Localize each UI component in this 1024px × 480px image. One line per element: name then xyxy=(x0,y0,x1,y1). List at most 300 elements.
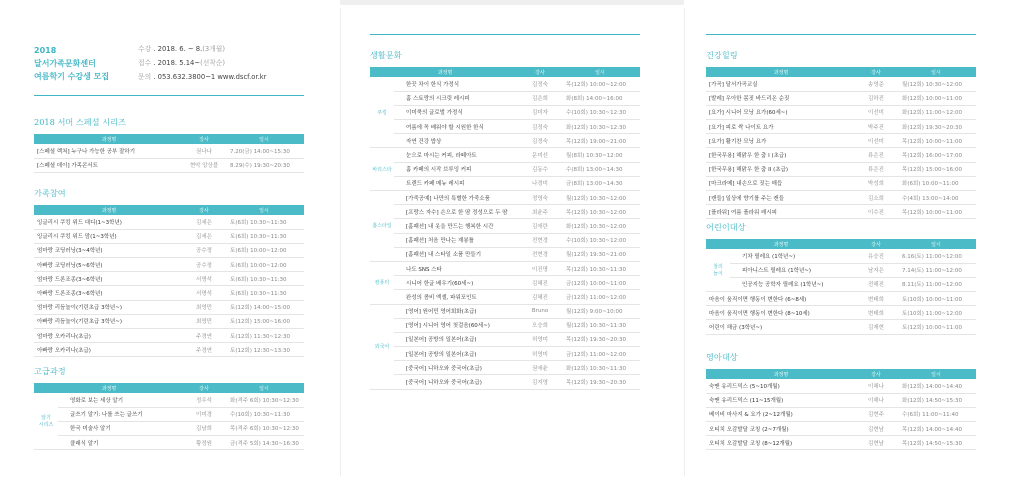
table-row xyxy=(370,176,640,190)
table-row xyxy=(706,320,976,334)
header-schedule: 일시 xyxy=(896,369,976,379)
header-instructor: 강사 xyxy=(856,369,896,379)
section-life xyxy=(370,50,640,390)
schedule: 토(6회) 10:00~12:00 xyxy=(224,258,304,272)
instructor: 이미경 xyxy=(184,407,224,421)
schedule: 8.11(토) 11:00~12:00 xyxy=(896,277,976,291)
instructor: 김정숙 xyxy=(520,120,560,134)
section-family xyxy=(34,188,304,357)
category-label: 창의 놀이 xyxy=(706,249,730,292)
header-instructor: 강사 xyxy=(184,205,224,215)
table-row xyxy=(706,91,976,105)
course-name: [일본어] 공방의 일본어(초급) xyxy=(394,347,520,361)
schedule: 목(12회) 15:00~16:00 xyxy=(896,162,976,176)
schedule: 6.16(토) 11:00~12:00 xyxy=(896,249,976,263)
header-course: 과정명 xyxy=(34,205,184,215)
instructor: 문미선 xyxy=(520,148,560,162)
instructor: 서명석 xyxy=(184,286,224,300)
header-schedule: 일시 xyxy=(896,67,976,77)
top-rule xyxy=(370,34,640,35)
schedule: 금(12회) 10:00~11:00 xyxy=(560,276,640,290)
instructor: Bruno xyxy=(520,304,560,318)
schedule: 8.29(수) 19:30~20:30 xyxy=(224,158,304,172)
schedule: 화(6회) 10:00~11:00 xyxy=(896,176,976,190)
course-name: 트렌드 카페 메뉴 레시피 xyxy=(394,176,520,190)
table-row xyxy=(706,393,976,407)
table-row xyxy=(706,176,976,190)
course-name: [홈패션] 내 옷을 만드는 행복한 시간 xyxy=(394,219,520,233)
table-row xyxy=(706,407,976,421)
instructor: 김애란 xyxy=(520,219,560,233)
schedule: 화(12회) 14:50~15:30 xyxy=(896,393,976,407)
course-name: 아빠랑 코딩러닝(5~6학년) xyxy=(34,258,184,272)
instructor: 허영미 xyxy=(520,347,560,361)
course-name: 자연 건강 밥상 xyxy=(394,134,520,148)
brochure-info: 수강 . 2018. 6. ~ 8.(3개월) 접수 . 2018. 5.14~(선착순) 문의 . 053.632.3800~1 www.dscf.or.kr xyxy=(138,45,267,81)
schedule: 화(8회) 14:00~16:00 xyxy=(560,91,640,105)
table-row xyxy=(370,162,640,176)
course-name: 완성의 콤비 엑셀, 파워포인트 xyxy=(394,290,520,304)
schedule: 7.20(금) 14:00~15:30 xyxy=(224,144,304,158)
schedule: 수(8회) 13:00~14:30 xyxy=(560,162,640,176)
course-name: [마크라메] 내손으로 짓는 매듭 xyxy=(706,176,856,190)
table-row xyxy=(34,258,304,272)
course-name: 여름에 꼭 배워야 할 시원한 한식 xyxy=(394,120,520,134)
section-title: 2018 서머 스페셜 시리즈 xyxy=(34,117,126,127)
course-name: 인공지능 공학자 릴레요 (1학년~) xyxy=(730,277,856,291)
schedule: 목(12회) 16:00~17:00 xyxy=(896,148,976,162)
instructor: 이선미 xyxy=(856,134,896,148)
course-name: [가죽공예] 나만의 특별한 가죽소품 xyxy=(394,191,520,205)
header-schedule: 일시 xyxy=(224,134,304,144)
course-table xyxy=(370,67,640,390)
schedule: 목(12회) 19:00~21:00 xyxy=(560,134,640,148)
section-title: 고급과정 xyxy=(34,366,66,376)
table-row xyxy=(34,436,304,450)
course-name: [홈패션] 처음 만나는 재봉틀 xyxy=(394,233,520,247)
table-row xyxy=(370,120,640,134)
table-row xyxy=(370,191,640,205)
instructor: 김세은 xyxy=(184,215,224,229)
schedule: 금(8회) 13:00~14:30 xyxy=(560,176,640,190)
schedule: 토(6회) 10:00~12:00 xyxy=(224,243,304,257)
schedule: 수(10회) 10:30~11:30 xyxy=(224,407,304,421)
header-instructor: 강사 xyxy=(520,67,560,77)
course-name: [일본어] 공방의 일본어(초급) xyxy=(394,332,520,346)
schedule: 토(12회) 10:00~11:00 xyxy=(896,320,976,334)
schedule: 금(격주 5회) 14:30~16:30 xyxy=(224,436,304,450)
header-schedule: 일시 xyxy=(560,67,640,77)
category-label: 알기 시리즈 xyxy=(34,393,58,450)
table-row xyxy=(34,272,304,286)
table-row xyxy=(706,105,976,119)
course-name: [플라워] 여름 플라워 레시피 xyxy=(706,205,856,219)
course-name: [발레] 우아한 몸짓 바드리온 순짓 xyxy=(706,91,856,105)
table-header-row xyxy=(706,67,976,77)
schedule: 수(10회) 10:30~12:30 xyxy=(560,105,640,119)
instructor: 허영미 xyxy=(520,332,560,346)
instructor: 류은진 xyxy=(856,162,896,176)
table-row xyxy=(34,243,304,257)
course-name: 베이비 마사지 & 요가 (2~12개월) xyxy=(706,407,856,421)
schedule: 목(12회) 10:30~11:30 xyxy=(560,261,640,275)
table-row xyxy=(370,247,640,261)
table-row xyxy=(34,314,304,328)
category-label: 컴퓨터 xyxy=(370,261,394,304)
table-row xyxy=(34,393,304,407)
instructor: 정우석 xyxy=(184,393,224,407)
course-name: [스페셜 렉쳐] 누구나 가능한 공부 잘하기 xyxy=(34,144,184,158)
course-name: [중국어] 니하오와 중국어(초급) xyxy=(394,361,520,375)
section-title: 가족참여 xyxy=(34,188,66,198)
instructor: 주경연 xyxy=(184,329,224,343)
course-name: 나도 SNS 스타 xyxy=(394,261,520,275)
table-row xyxy=(34,421,304,435)
instructor: 공수정 xyxy=(184,258,224,272)
category-label: 쿠킹 xyxy=(370,77,394,148)
brochure-header xyxy=(34,40,304,92)
table-row xyxy=(706,134,976,148)
table-row xyxy=(370,77,640,91)
course-name: 엄마랑 리듬놀이(기린초급 3학년~) xyxy=(34,300,184,314)
header-course: 과정명 xyxy=(706,239,856,249)
instructor: 이해나 xyxy=(856,379,896,393)
header-rule xyxy=(34,95,304,96)
section-health xyxy=(706,50,976,219)
brochure-title: 2018 달서가족문화센터 여름학기 수강생 모집 xyxy=(34,46,110,81)
table-row xyxy=(706,191,976,205)
schedule: 화(12회) 10:30~12:30 xyxy=(560,120,640,134)
table-row xyxy=(34,158,304,172)
header-course: 과정명 xyxy=(34,134,184,144)
section-advanced xyxy=(34,366,304,450)
course-name: [스페셜 데이] 가족콘서트 xyxy=(34,158,184,172)
course-name: 한국 미술사 알기 xyxy=(58,421,184,435)
table-row xyxy=(34,329,304,343)
course-name: 엄마랑 코딩러닝(3~4학년) xyxy=(34,243,184,257)
instructor: 나경미 xyxy=(520,176,560,190)
instructor: 이수진 xyxy=(856,205,896,219)
table-row xyxy=(370,205,640,219)
instructor: 송영준 xyxy=(856,77,896,91)
table-row xyxy=(370,261,640,275)
schedule: 토(10회) 11:00~12:00 xyxy=(896,306,976,320)
instructor: 박성희 xyxy=(856,176,896,190)
instructor: 이해나 xyxy=(856,393,896,407)
course-name: 한끗 차이 한식 가정식 xyxy=(394,77,520,91)
schedule: 토(12회) 12:30~13:30 xyxy=(224,343,304,357)
instructor: 변태희 xyxy=(856,292,896,306)
course-table xyxy=(706,67,976,219)
course-name: 눈으로 마시는 커피, 라떼아트 xyxy=(394,148,520,162)
instructor: 김혜진 xyxy=(520,276,560,290)
table-header-row xyxy=(34,383,304,393)
header-instructor: 강사 xyxy=(184,383,224,393)
schedule: 금(12회) 11:00~12:00 xyxy=(560,290,640,304)
table-row xyxy=(706,379,976,393)
schedule: 화(12회) 10:30~11:30 xyxy=(560,361,640,375)
course-name: 숙맨 유리드믹스 (5~10개월) xyxy=(706,379,856,393)
course-name: 잉글리시 쿠킹 위드 대디(1~3학년) xyxy=(34,215,184,229)
course-name: 아빠랑 드론조종(3~6학년) xyxy=(34,286,184,300)
schedule: 목(12회) 14:50~15:30 xyxy=(896,436,976,450)
course-name: 홈 카페의 시작 브루잉 커피 xyxy=(394,162,520,176)
table-row xyxy=(706,277,976,291)
schedule: 토(6회) 10:30~11:30 xyxy=(224,286,304,300)
instructor: 김현남 xyxy=(856,422,896,436)
course-table xyxy=(34,205,304,357)
instructor: 전현경 xyxy=(520,247,560,261)
section-infant xyxy=(706,352,976,450)
course-name: [한국무용] 해맑우 한 춤 I (초급) xyxy=(706,148,856,162)
table-row xyxy=(706,436,976,450)
table-row xyxy=(370,134,640,148)
course-name: [요가] 시니어 모닝 요가(60세~) xyxy=(706,105,856,119)
course-name: 영화로 보는 세상 알기 xyxy=(58,393,184,407)
course-name: 엄마랑 오카리나(초급) xyxy=(34,329,184,343)
schedule: 수(4회) 13:00~14:00 xyxy=(896,191,976,205)
course-name: [한국무용] 해맑우 한 춤 II (초급) xyxy=(706,162,856,176)
schedule: 목(12회) 10:30~12:00 xyxy=(560,205,640,219)
table-row xyxy=(34,286,304,300)
schedule: 월(12회) 10:30~12:00 xyxy=(896,77,976,91)
header-course: 과정명 xyxy=(34,383,184,393)
schedule: 화(12회) 10:30~12:00 xyxy=(560,219,640,233)
table-row xyxy=(370,375,640,389)
course-name: [요가] 피로 싹 나이트 요가 xyxy=(706,120,856,134)
course-table xyxy=(34,134,304,173)
table-header-row xyxy=(34,205,304,215)
schedule: 화(격주 6회) 10:30~12:30 xyxy=(224,393,304,407)
table-row xyxy=(370,148,640,162)
instructor: 김세은 xyxy=(184,229,224,243)
schedule: 토(12회) 15:00~16:00 xyxy=(224,314,304,328)
course-name: 엄마랑 드론조종(3~6학년) xyxy=(34,272,184,286)
header-instructor: 강사 xyxy=(856,67,896,77)
page-right xyxy=(706,0,976,480)
course-name: [영어] 시니어 영어 첫걸음(60세~) xyxy=(394,318,520,332)
instructor: 박주진 xyxy=(856,120,896,134)
instructor: 정영숙 xyxy=(520,191,560,205)
header-schedule: 일시 xyxy=(224,205,304,215)
schedule: 목(12회) 10:00~12:00 xyxy=(560,77,640,91)
top-rule xyxy=(706,34,976,35)
table-row xyxy=(34,215,304,229)
category-label: 외국어 xyxy=(370,304,394,389)
schedule: 목(12회) 19:30~20:30 xyxy=(560,332,640,346)
table-row xyxy=(370,91,640,105)
instructor: 김재현 xyxy=(856,320,896,334)
instructor: 김은희 xyxy=(520,91,560,105)
table-row xyxy=(706,162,976,176)
instructor: 김지영 xyxy=(520,375,560,389)
schedule: 목(12회) 10:00~11:00 xyxy=(896,205,976,219)
instructor: 최영민 xyxy=(184,300,224,314)
table-row xyxy=(370,105,640,119)
instructor: 변태희 xyxy=(856,306,896,320)
schedule: 목(12회) 10:00~11:00 xyxy=(896,134,976,148)
instructor: 김혜진 xyxy=(520,290,560,304)
column-divider xyxy=(684,8,685,476)
instructor: 공수정 xyxy=(184,243,224,257)
course-table xyxy=(706,369,976,450)
table-header-row xyxy=(34,134,304,144)
course-name: 시니어 한글 배우기(60세~) xyxy=(394,276,520,290)
course-name: [중국어] 니하오와 중국어(초급) xyxy=(394,375,520,389)
header-instructor: 강사 xyxy=(184,134,224,144)
schedule: 화(12회) 14:00~14:40 xyxy=(896,379,976,393)
schedule: 월(12회) 19:30~21:00 xyxy=(560,247,640,261)
table-row xyxy=(706,205,976,219)
instructor: 김하진 xyxy=(856,91,896,105)
instructor: 김현남 xyxy=(856,436,896,450)
course-name: [프랑스 자수] 손으로 한 땀 정성으로 두 땀 xyxy=(394,205,520,219)
table-row xyxy=(706,77,976,91)
table-row xyxy=(370,219,640,233)
schedule: 토(6회) 10:30~11:30 xyxy=(224,272,304,286)
schedule: 목(12회) 14:00~14:40 xyxy=(896,422,976,436)
instructor: 김동수 xyxy=(520,162,560,176)
course-name: [요가] 활기찬 모닝 요가 xyxy=(706,134,856,148)
table-row xyxy=(370,347,640,361)
section-special xyxy=(34,117,304,173)
table-row xyxy=(34,144,304,158)
instructor: 김정숙 xyxy=(520,134,560,148)
table-row xyxy=(370,233,640,247)
course-name: [캔들] 일상에 향기를 주는 캔들 xyxy=(706,191,856,205)
table-row xyxy=(34,229,304,243)
section-title: 어린이대상 xyxy=(706,222,746,232)
schedule: 수(10회) 10:30~12:00 xyxy=(560,233,640,247)
table-row xyxy=(34,407,304,421)
table-row xyxy=(706,148,976,162)
instructor: 김정숙 xyxy=(520,77,560,91)
table-row xyxy=(706,306,976,320)
course-table xyxy=(706,239,976,335)
instructor: 김남희 xyxy=(184,421,224,435)
instructor: 황정원 xyxy=(184,436,224,450)
schedule: 토(6회) 10:30~11:30 xyxy=(224,229,304,243)
instructor: 유승진 xyxy=(856,249,896,263)
schedule: 토(12회) 14:00~15:00 xyxy=(224,300,304,314)
header-instructor: 강사 xyxy=(856,239,896,249)
section-title: 영아대상 xyxy=(706,352,738,362)
section-kids xyxy=(706,222,976,335)
course-name: 오티치 오감발달 코칭 (2~7개월) xyxy=(706,422,856,436)
table-row xyxy=(34,300,304,314)
instructor: 최윤주 xyxy=(520,205,560,219)
header-course: 과정명 xyxy=(706,67,856,77)
instructor: 오승희 xyxy=(520,318,560,332)
table-row xyxy=(370,361,640,375)
table-header-row xyxy=(370,67,640,77)
course-name: [영어] 원어민 영어회화(초급) xyxy=(394,304,520,318)
table-row xyxy=(370,318,640,332)
table-row xyxy=(706,263,976,277)
schedule: 화(12회) 11:00~12:00 xyxy=(896,105,976,119)
table-row xyxy=(34,343,304,357)
course-name: 이미쿡의 글로벌 가정식 xyxy=(394,105,520,119)
course-name: 피아니스트 릴레요 (1학년~) xyxy=(730,263,856,277)
course-name: 글쓰기 알기: 나를 쓰는 글쓰기 xyxy=(58,407,184,421)
instructor: 권나나 xyxy=(184,144,224,158)
instructor: 남지은 xyxy=(856,263,896,277)
page-middle xyxy=(370,0,640,480)
header-course: 과정명 xyxy=(370,67,520,77)
course-name: 숙맨 유리드믹스 (11~15개월) xyxy=(706,393,856,407)
schedule: 화(12회) 10:00~11:00 xyxy=(896,91,976,105)
course-name: 홈 스토랑의 시크릿 레시피 xyxy=(394,91,520,105)
instructor: 김현주 xyxy=(856,407,896,421)
table-row xyxy=(370,304,640,318)
instructor: 류은진 xyxy=(856,148,896,162)
course-name: 마음이 움직이면 행동이 변한다 (6~8세) xyxy=(706,292,856,306)
schedule: 목(격주 6회) 10:30~12:30 xyxy=(224,421,304,435)
course-name: 어린이 해금 (3학년~) xyxy=(706,320,856,334)
instructor: 이선미 xyxy=(856,105,896,119)
instructor: 이진명 xyxy=(520,261,560,275)
table-row xyxy=(706,249,976,263)
schedule: 월(12회) 9:00~10:00 xyxy=(560,304,640,318)
instructor: 현악 앙상블 xyxy=(184,158,224,172)
schedule: 7.14(토) 11:00~12:00 xyxy=(896,263,976,277)
instructor: 김소희 xyxy=(856,191,896,205)
schedule: 월(8회) 10:30~12:00 xyxy=(560,148,640,162)
instructor: 전현경 xyxy=(520,233,560,247)
instructor: 권애윤 xyxy=(520,361,560,375)
table-row xyxy=(706,120,976,134)
instructor: 최영민 xyxy=(184,314,224,328)
table-row xyxy=(370,276,640,290)
course-name: [가곡] 달서가곡교실 xyxy=(706,77,856,91)
schedule: 화(12회) 19:30~20:30 xyxy=(896,120,976,134)
section-title: 건강힐링 xyxy=(706,50,738,60)
course-name: 잉글리시 쿠킹 위드 맘(1~3학년) xyxy=(34,229,184,243)
category-label: 홈스타일 xyxy=(370,191,394,262)
table-row xyxy=(706,422,976,436)
page-left xyxy=(34,0,304,480)
table-row xyxy=(370,332,640,346)
schedule: 월(12회) 10:30~12:00 xyxy=(560,191,640,205)
instructor: 김미자 xyxy=(520,105,560,119)
schedule: 토(6회) 10:30~11:30 xyxy=(224,215,304,229)
table-row xyxy=(370,290,640,304)
course-name: 마음이 움직이면 행동이 변한다 (8~10세) xyxy=(706,306,856,320)
course-name: 아빠랑 오카리나(초급) xyxy=(34,343,184,357)
schedule: 목(12회) 19:30~20:30 xyxy=(560,375,640,389)
header-schedule: 일시 xyxy=(224,383,304,393)
course-name: 오티치 오감발달 코칭 (8~12개월) xyxy=(706,436,856,450)
header-course: 과정명 xyxy=(706,369,856,379)
course-name: [홈패션] 내 스타일 소품 만들기 xyxy=(394,247,520,261)
table-header-row xyxy=(706,369,976,379)
column-divider xyxy=(340,8,341,476)
course-name: 클래식 알기 xyxy=(58,436,184,450)
table-row xyxy=(706,292,976,306)
course-table xyxy=(34,383,304,450)
instructor: 전해진 xyxy=(856,277,896,291)
schedule: 수(6회) 11:00~11:40 xyxy=(896,407,976,421)
schedule: 월(12회) 10:30~11:30 xyxy=(560,318,640,332)
schedule: 토(12회) 11:30~12:30 xyxy=(224,329,304,343)
table-header-row xyxy=(706,239,976,249)
instructor: 주경연 xyxy=(184,343,224,357)
category-label: 바리스타 xyxy=(370,148,394,191)
schedule: 금(12회) 11:00~12:00 xyxy=(560,347,640,361)
instructor: 서명석 xyxy=(184,272,224,286)
section-title: 생활문화 xyxy=(370,50,402,60)
course-name: 아빠랑 리듬놀이(기린초급 3학년~) xyxy=(34,314,184,328)
